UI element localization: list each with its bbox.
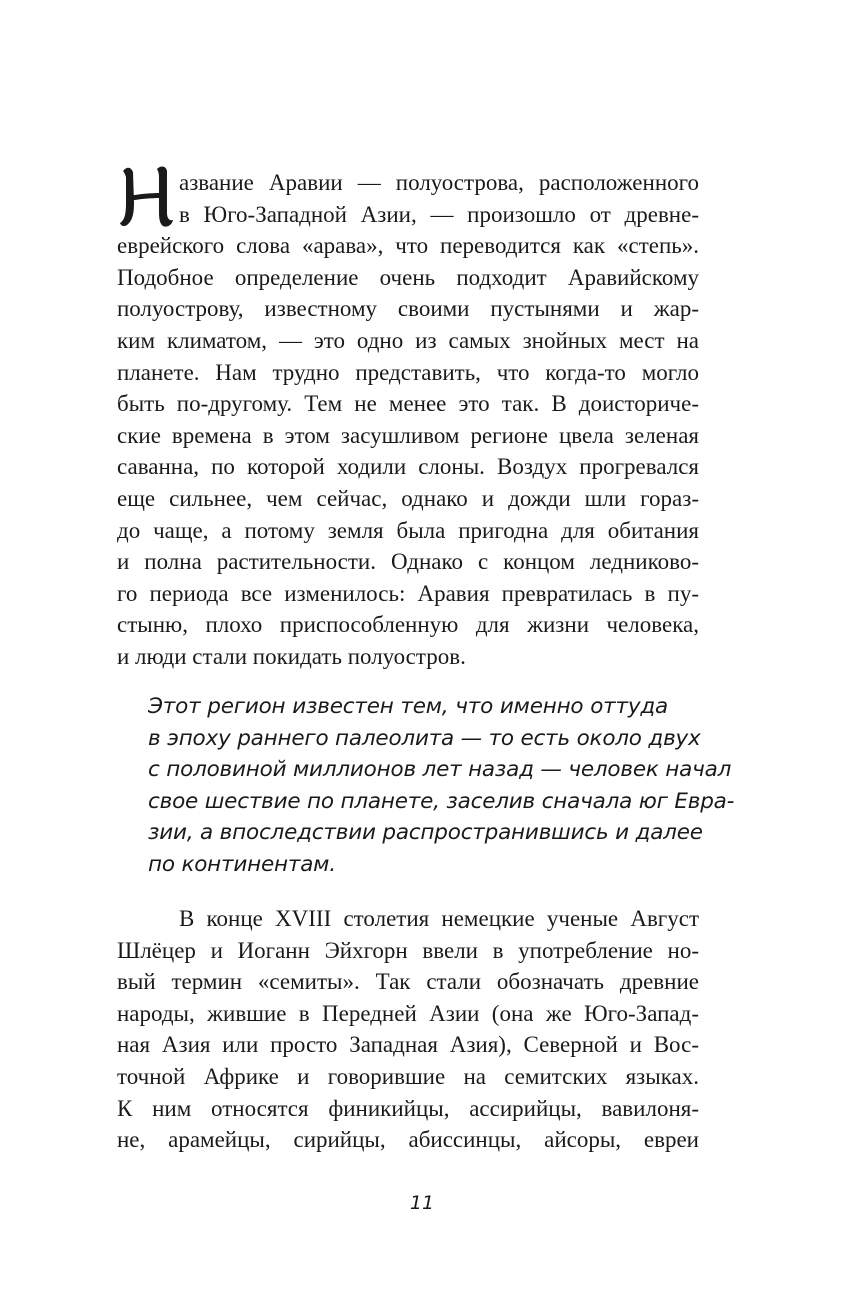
paragraph-line: ские времена в этом засушливом регионе цвела зеленая [117, 422, 699, 448]
paragraph-line: еврейского слова «арава», что переводится как «степь». [117, 233, 699, 259]
quote-line: с половиной миллионов лет назад — человек начал [148, 757, 732, 783]
paragraph-line: не, арамейцы, сирийцы, абиссинцы, айсоры, евреи [117, 1127, 699, 1153]
paragraph-line: еще сильнее, чем сейчас, однако и дожди шли гораз- [117, 485, 699, 511]
paragraph-line: точной Африке и говорившие на семитских языках. [117, 1063, 699, 1089]
paragraph-line: и полна растительности. Однако с концом ледниково- [117, 549, 699, 575]
paragraph-line: го периода все изменилось: Аравия превратилась в пу- [117, 580, 699, 606]
paragraph-line: быть по-другому. Тем не менее это так. В доисториче- [117, 391, 699, 417]
paragraph-line: стыню, плохо приспособленную для жизни человека, [117, 612, 699, 638]
quote-line: зии, а впоследствии распространившись и далее [148, 820, 703, 846]
paragraph-2 [117, 903, 699, 1156]
paragraph-line: К ним относятся финикийцы, ассирийцы, вавилоня- [117, 1095, 699, 1121]
paragraph-line: полуострову, известному своими пустынями и жар- [117, 296, 699, 322]
paragraph-line: народы, жившие в Передней Азии (она же Юго-Запад- [117, 1000, 699, 1026]
paragraph-line: и люди стали покидать полуостров. [117, 643, 466, 669]
paragraph-1 [117, 167, 699, 673]
paragraph-line: планете. Нам трудно представить, что когда-то могло [117, 359, 699, 385]
paragraph-line: ная Азия или просто Западная Азия), Северной и Вос- [117, 1032, 699, 1058]
paragraph-line: вый термин «семиты». Так стали обозначать древние [117, 969, 699, 995]
paragraph-line: В конце XVIII столетия немецкие ученые Август [179, 906, 699, 931]
paragraph-line: Подобное определение очень подходит Аравийскому [117, 264, 699, 290]
paragraph-line: Шлёцер и Иоганн Эйхгорн ввели в употребление но- [117, 937, 699, 963]
quote-line: в эпоху раннего палеолита — то есть около двух [148, 725, 701, 751]
paragraph-line: ким климатом, — это одно из самых знойных мест на [117, 327, 699, 353]
quote-line: Этот регион известен тем, что именно оттуда [148, 694, 668, 719]
paragraph-line: до чаще, а потому земля была пригодна для обитания [117, 517, 699, 543]
quote-line: по континентам. [148, 851, 336, 877]
page-number: 11 [409, 1192, 435, 1214]
paragraph-line: в Юго-Западной Азии, — произошло от древне- [179, 201, 699, 227]
quote-line: свое шествие по планете, заселив сначала юг Евра- [148, 788, 735, 814]
pull-quote [148, 691, 735, 881]
paragraph-line: азвание Аравии — полуострова, расположенного [179, 170, 699, 195]
paragraph-line: саванна, по которой ходили слоны. Воздух прогревался [117, 454, 699, 480]
